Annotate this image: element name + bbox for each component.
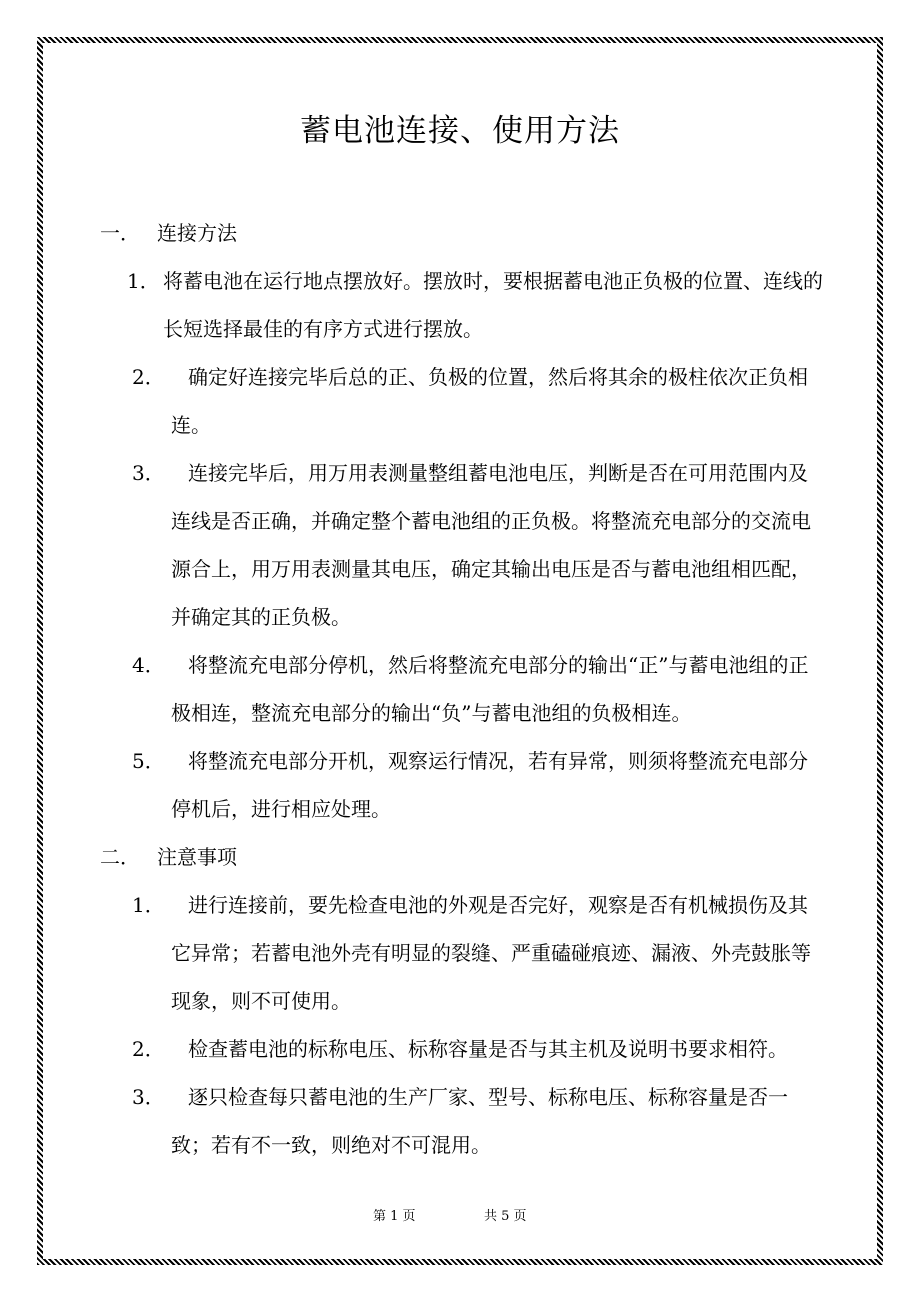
item-text: 进行连接前，要先检查电池的外观是否完好，观察是否有机械损伤及其它异常；若蓄电池外壳有明显的裂缝、严重磕碰痕迹、漏液、外壳鼓胀等现象，则不可使用。 bbox=[171, 893, 811, 1013]
item-number: 1． bbox=[127, 269, 160, 293]
item-number: 3． bbox=[132, 461, 165, 485]
item-text: 检查蓄电池的标称电压、标称容量是否与其主机及说明书要求相符。 bbox=[188, 1037, 788, 1061]
page-total: 共 5 页 bbox=[484, 1209, 527, 1224]
item-number: 4． bbox=[132, 653, 165, 677]
item-number: 5． bbox=[132, 749, 165, 773]
item-number: 2． bbox=[132, 1037, 165, 1061]
section-title: 连接方法 bbox=[157, 221, 237, 245]
item-text: 连接完毕后，用万用表测量整组蓄电池电压，判断是否在可用范围内及连线是否正确，并确定整个蓄电池组的正负极。将整流充电部分的交流电源合上，用万用表测量其电压，确定其输出电压是否与蓄电池组相匹配，并确定其的正负极。 bbox=[171, 461, 811, 629]
item-number: 1． bbox=[132, 893, 165, 917]
page-number: 第 1 页 bbox=[373, 1209, 416, 1224]
item-text: 逐只检查每只蓄电池的生产厂家、型号、标称电压、标称容量是否一致；若有不一致，则绝对不可混用。 bbox=[171, 1085, 788, 1157]
item-number: 3． bbox=[132, 1085, 165, 1109]
item-text: 将整流充电部分停机，然后将整流充电部分的输出“正”与蓄电池组的正极相连，整流充电部分的输出“负”与蓄电池组的负极相连。 bbox=[171, 653, 809, 725]
item-number: 2． bbox=[132, 365, 165, 389]
item-text: 确定好连接完毕后总的正、负极的位置，然后将其余的极柱依次正负相连。 bbox=[171, 365, 808, 437]
item-text: 将整流充电部分开机，观察运行情况，若有异常，则须将整流充电部分停机后，进行相应处理。 bbox=[171, 749, 808, 821]
section-title: 注意事项 bbox=[157, 845, 237, 869]
document-title: 蓄电池连接、使用方法 bbox=[300, 113, 620, 149]
section-number: 二． bbox=[100, 845, 140, 869]
item-text: 将蓄电池在运行地点摆放好。摆放时，要根据蓄电池正负极的位置、连线的长短选择最佳的有序方式进行摆放。 bbox=[163, 269, 823, 341]
section-number: 一． bbox=[100, 221, 140, 245]
